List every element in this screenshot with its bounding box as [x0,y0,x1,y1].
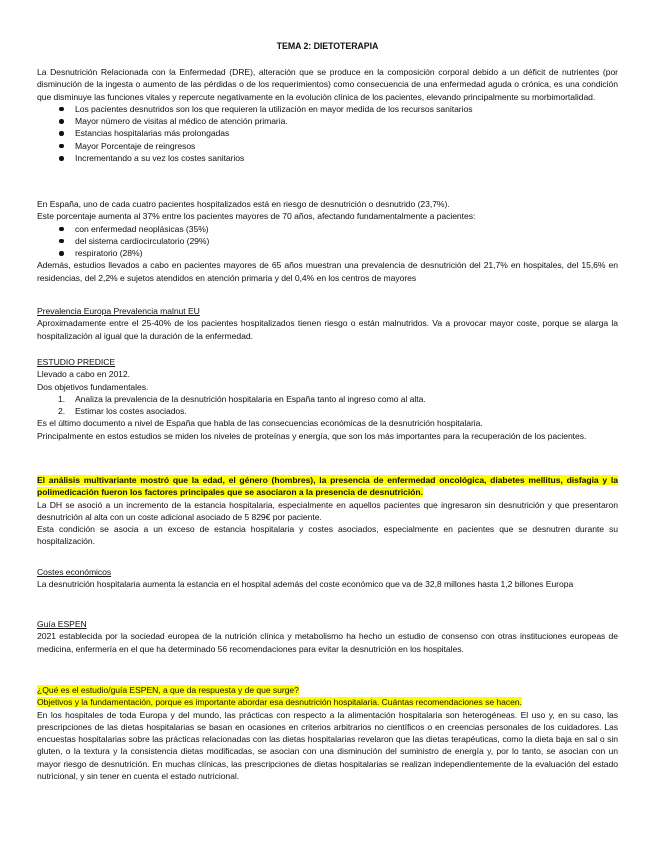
europe-section [37,305,618,342]
predice-heading: ESTUDIO PREDICE [37,357,116,367]
analysis-line-2: Esta condición se asocia a un exceso de estancia hospitalaria y costes asociados, especialmente en pacientes que se desnutren durante su hospitalización. [37,524,618,547]
spain-section [37,198,618,284]
list-item: respiratorio (28%) [37,247,618,259]
list-item: 1. Analiza la prevalencia de la desnutrición hospitalaria en España tanto al ingreso como al alta. [58,393,426,404]
document-title: TEMA 2: DIETOTERAPIA [276,41,379,51]
list-item: Estancias hospitalarias más prolongadas [37,127,618,139]
list-item: Incrementando a su vez los costes sanitarios [37,152,618,164]
list-item: 2. Estimar los costes asociados. [58,406,187,417]
question-answer: Objetivos y la fundamentación, porque es importante abordar esa desnutrición hospitalaria. Cuántas recomendaciones se hacen. [37,697,522,708]
costs-heading: Costes económicos [37,567,112,577]
predice-line-1: Llevado a cabo en 2012. [37,369,130,380]
spain-bullet-list [37,223,618,260]
question-paragraph: En los hospitales de toda Europa y del mundo, las prácticas con respecto a la alimentación hospitalaria son heterogéneas. El uso y, en su caso, las prescripciones de las dietas hospitalarias se basan en ocasiones en criterios arbitrarios no científicos o en creencias personales de los cuidadores. Las encuestas hospitalarias sobre las prácticas relacionadas con las dietas hospitalarias revelaron que las dietas terapéuticas, como la dieta baja en sal o sin gluten, o la textura y la consistencia dietas modificadas, se asocian con una disminución del suministro de energía y, por lo tanto, se asocian con un mayor riesgo de desnutrición. En muchas clínicas, las prescripciones de dietas hospitalarias se realizan independientemente de la evaluación del estado nutricional, y sin tener en cuenta el estado nutricional. [37,709,618,782]
spain-line-2: Este porcentaje aumenta al 37% entre los pacientes mayores de 70 años, afectando fundamentalmente a pacientes: [37,211,476,222]
list-item: con enfermedad neoplásicas (35%) [37,223,618,235]
question-section [37,684,618,782]
predice-line-3: Es el último documento a nivel de España que habla de las consecuencias económicas de la desnutrición hospitalaria. [37,418,483,429]
question-heading: ¿Qué es el estudio/guía ESPEN, a que da respuesta y de que surge? [37,685,299,695]
intro-section [37,66,618,164]
spain-line-1: En España, uno de cada cuatro pacientes hospitalizados está en riesgo de desnutrición o desnutrido (23,7%). [37,199,450,209]
spain-paragraph: Además, estudios llevados a cabo en pacientes mayores de 65 años muestran una prevalencia de desnutrición del 21,7% en hospitales, del 15,6% en residencias, del 2,2% e sujetos atendidos en atención primaria y del 0,4% en los centros de mayores [37,260,618,283]
predice-line-2: Dos objetivos fundamentales. [37,381,149,392]
list-item: Mayor Porcentaje de reingresos [37,140,618,152]
list-item: Los pacientes desnutridos son los que requieren la utilización en mayor medida de los recursos sanitarios [37,103,618,115]
europe-paragraph: Aproximadamente entre el 25-40% de los pacientes hospitalizados tienen riesgo o están malnutridos. Va a provocar mayor coste, porque se alarga la hospitalización al igual que la duración de la enfermedad. [37,318,618,341]
espen-paragraph: 2021 establecida por la sociedad europea de la nutrición clínica y metabolismo ha hecho un estudio de consenso con otras instituciones europeas de medicina, enfermería en el que ha determinado 56 recomendaciones para evitar la desnutrición en los hospitales. [37,631,618,654]
analysis-highlight: El análisis multivariante mostró que la edad, el género (hombres), la presencia de enfermedad oncológica, diabetes mellitus, disfagia y la polimedicación fueron los factores principales que se asociaron a la presencia de desnutrición. [37,475,618,498]
list-item: del sistema cardiocirculatorio (29%) [37,235,618,247]
list-item: Mayor número de visitas al médico de atención primaria. [37,115,618,127]
costs-paragraph: La desnutrición hospitalaria aumenta la estancia en el hospital además del coste económico que va de 32,8 millones hasta 1,2 billones Europa [37,579,574,590]
analysis-section [37,474,618,548]
predice-section [37,356,618,442]
predice-objectives-list [37,393,618,418]
costs-section [37,566,618,591]
europe-heading: Prevalencia Europa Prevalencia malnut EU [37,306,200,316]
intro-paragraph: La Desnutrición Relacionada con la Enfermedad (DRE), alteración que se produce en la composición corporal debido a un déficit de nutrientes (por disminución de la ingesta o aumento de las pérdidas o de los requerimientos) como consecuencia de una enfermedad aguda o crónica, es una condición que disminuye las funciones vitales y repercute negativamente en la evolución clínica de los pacientes, elevando principalmente su morbimortalidad. [37,67,618,102]
predice-line-4: Principalmente en estos estudios se miden los niveles de proteínas y energía, que son los más importantes para la recuperación de los pacientes. [37,430,587,441]
analysis-line-1: La DH se asoció a un incremento de la estancia hospitalaria, especialmente en aquellos pacientes que ingresaron sin desnutrición y que presentaron desnutrición al alta con un coste adicional asociado de 5 829€ por paciente. [37,499,618,522]
intro-bullet-list [37,103,618,164]
espen-heading: Guía ESPEN [37,619,87,629]
espen-section [37,618,618,655]
